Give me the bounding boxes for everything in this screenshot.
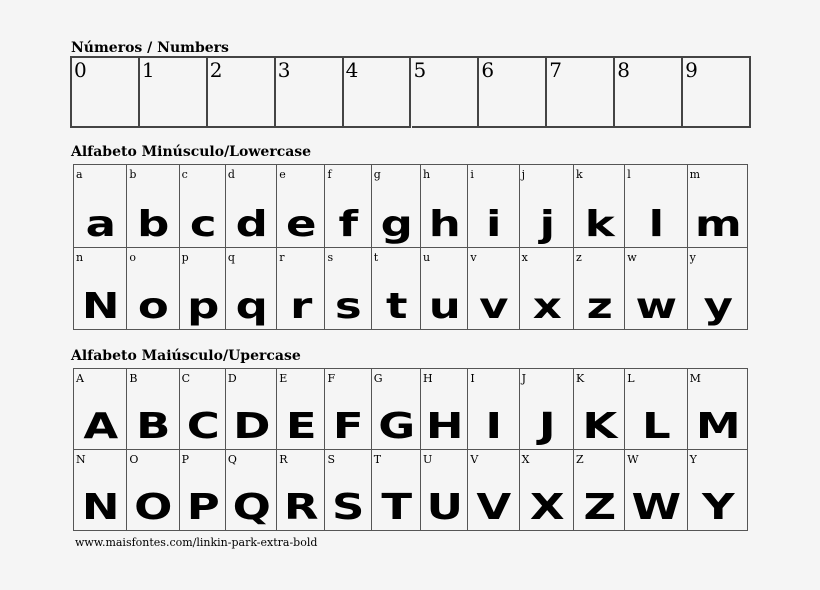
- letter-label: r: [279, 250, 285, 264]
- letter-cell: [226, 248, 277, 331]
- letter-label: H: [423, 372, 433, 385]
- letter-cell: [625, 248, 687, 331]
- letter-glyph: W: [631, 487, 681, 528]
- letter-label: W: [627, 453, 639, 466]
- letter-cell: [127, 248, 179, 331]
- lowercase-title: Alfabeto Minúsculo/Lowercase: [71, 144, 312, 160]
- letter-glyph: Y: [701, 487, 733, 528]
- letter-label: w: [627, 250, 637, 264]
- letter-glyph: k: [584, 203, 614, 245]
- letter-label: T: [373, 453, 382, 466]
- letter-glyph: c: [189, 203, 215, 245]
- letter-glyph: i: [486, 203, 501, 245]
- letter-cell: [226, 165, 277, 248]
- letter-glyph: e: [286, 203, 316, 245]
- letter-cell: [180, 248, 226, 331]
- letter-label: a: [76, 168, 83, 181]
- letter-label: f: [327, 168, 332, 181]
- letter-label: x: [521, 250, 528, 264]
- digit-cell: [683, 58, 751, 128]
- letter-label: K: [575, 372, 585, 385]
- letter-label: p: [181, 250, 189, 264]
- letter-cell: [277, 450, 325, 531]
- digit-cell: [615, 58, 683, 128]
- letter-cell: [421, 369, 468, 450]
- letter-glyph: U: [426, 487, 462, 528]
- letter-glyph: v: [479, 286, 508, 327]
- letter-label: D: [227, 372, 237, 385]
- letter-glyph: F: [333, 406, 363, 447]
- letter-label: I: [470, 372, 475, 385]
- letter-label: s: [327, 250, 334, 264]
- letter-glyph: o: [138, 286, 168, 327]
- letter-label: t: [373, 250, 379, 264]
- letter-cell: [372, 369, 421, 450]
- numbers-title: Números / Numbers: [71, 40, 229, 56]
- letter-glyph: J: [538, 406, 555, 447]
- letter-label: M: [689, 372, 701, 385]
- letter-label: Y: [689, 453, 697, 466]
- letter-glyph: C: [186, 406, 219, 447]
- letter-glyph: p: [186, 286, 218, 327]
- letter-cell: [180, 165, 226, 248]
- letter-glyph: x: [532, 286, 561, 327]
- letter-label: Z: [575, 453, 584, 466]
- letter-glyph: O: [134, 487, 172, 528]
- letter-glyph: w: [635, 286, 677, 327]
- letter-label: u: [423, 250, 431, 264]
- letter-glyph: l: [648, 203, 664, 245]
- letter-label: J: [521, 372, 527, 385]
- digit-cell: [479, 58, 547, 128]
- letter-glyph: q: [235, 286, 267, 327]
- letter-glyph: N: [81, 286, 119, 327]
- letter-glyph: L: [642, 406, 670, 447]
- letter-glyph: Q: [232, 487, 270, 528]
- letter-label: G: [373, 372, 383, 385]
- digit-label: 7: [549, 58, 563, 82]
- letter-cell: [520, 165, 574, 248]
- digit-label: 3: [277, 58, 291, 82]
- letter-cell: [372, 165, 421, 248]
- digit-cell: [140, 58, 208, 128]
- letter-label: c: [181, 168, 188, 181]
- letter-cell: [372, 450, 421, 531]
- letter-label: g: [373, 168, 381, 181]
- letter-glyph: g: [380, 203, 412, 245]
- digit-cell: [208, 58, 276, 128]
- letter-glyph: m: [694, 203, 741, 245]
- letter-cell: [574, 165, 625, 248]
- letter-cell: [421, 248, 468, 331]
- letter-label: h: [423, 168, 431, 181]
- letter-label: O: [129, 453, 139, 466]
- letter-label: n: [76, 250, 84, 264]
- letter-cell: [74, 248, 127, 331]
- letter-glyph: u: [428, 286, 460, 327]
- letter-label: m: [689, 168, 701, 181]
- letter-label: l: [627, 168, 631, 181]
- digit-label: 0: [74, 58, 87, 82]
- numbers-grid: [70, 56, 751, 128]
- letter-glyph: z: [586, 286, 612, 327]
- letter-glyph: K: [582, 406, 616, 447]
- letter-glyph: b: [137, 203, 169, 245]
- digit-label: 4: [345, 58, 359, 82]
- letter-cell: [421, 450, 468, 531]
- letter-label: N: [76, 453, 86, 466]
- digit-cell: [276, 58, 344, 128]
- letter-label: v: [470, 250, 477, 264]
- letter-cell: [625, 165, 687, 248]
- digit-label: 6: [481, 58, 495, 82]
- letter-cell: [520, 369, 574, 450]
- letter-cell: [277, 369, 325, 450]
- letter-cell: [574, 450, 625, 531]
- letter-cell: [421, 165, 468, 248]
- letter-label: k: [575, 168, 583, 181]
- letter-cell: [625, 369, 687, 450]
- letter-label: z: [575, 250, 582, 264]
- letter-label: X: [521, 453, 530, 466]
- letter-label: y: [689, 250, 696, 264]
- letter-glyph: s: [335, 286, 361, 327]
- letter-label: P: [181, 453, 190, 466]
- letter-label: d: [227, 168, 235, 181]
- letter-label: i: [470, 168, 474, 181]
- letter-glyph: V: [476, 487, 511, 528]
- letter-glyph: D: [232, 406, 270, 447]
- lowercase-grid: [73, 164, 748, 330]
- letter-glyph: H: [425, 406, 463, 447]
- letter-label: S: [327, 453, 336, 466]
- digit-label: 8: [617, 58, 630, 82]
- letter-label: R: [279, 453, 288, 466]
- letter-glyph: j: [539, 203, 554, 245]
- letter-label: j: [521, 168, 526, 181]
- letter-label: Q: [227, 453, 237, 466]
- letter-cell: [520, 248, 574, 331]
- letter-cell: [688, 165, 748, 248]
- letter-label: F: [327, 372, 336, 385]
- letter-glyph: r: [290, 286, 312, 327]
- letter-cell: [180, 369, 226, 450]
- letter-glyph: f: [338, 203, 358, 245]
- digit-label: 1: [141, 58, 155, 82]
- letter-label: b: [129, 168, 137, 181]
- letter-glyph: N: [81, 487, 119, 528]
- letter-glyph: B: [136, 406, 170, 447]
- letter-glyph: y: [703, 286, 732, 327]
- letter-glyph: d: [235, 203, 267, 245]
- letter-cell: [325, 165, 371, 248]
- letter-cell: [688, 450, 748, 531]
- letter-cell: [325, 248, 371, 331]
- letter-glyph: E: [286, 406, 316, 447]
- letter-cell: [468, 165, 519, 248]
- letter-label: C: [181, 372, 191, 385]
- letter-label: A: [76, 372, 84, 385]
- letter-cell: [226, 369, 277, 450]
- letter-glyph: T: [381, 487, 411, 528]
- letter-cell: [468, 369, 519, 450]
- letter-cell: [74, 450, 127, 531]
- digit-cell: [547, 58, 615, 128]
- letter-label: E: [279, 372, 288, 385]
- letter-cell: [127, 165, 179, 248]
- letter-glyph: h: [428, 203, 460, 245]
- letter-cell: [226, 450, 277, 531]
- letter-glyph: R: [284, 487, 318, 528]
- letter-cell: [180, 450, 226, 531]
- letter-label: e: [279, 168, 286, 181]
- letter-cell: [325, 369, 371, 450]
- letter-glyph: Z: [583, 487, 615, 528]
- letter-glyph: S: [332, 487, 364, 528]
- uppercase-grid: [73, 368, 748, 531]
- letter-cell: [127, 450, 179, 531]
- letter-glyph: t: [385, 286, 407, 327]
- letter-glyph: G: [378, 406, 414, 447]
- digit-cell: [344, 58, 412, 128]
- letter-glyph: P: [186, 487, 219, 528]
- letter-cell: [74, 165, 127, 248]
- letter-label: V: [470, 453, 479, 466]
- letter-cell: [468, 450, 519, 531]
- letter-cell: [372, 248, 421, 331]
- letter-cell: [127, 369, 179, 450]
- digit-label: 2: [209, 58, 223, 82]
- letter-cell: [520, 450, 574, 531]
- source-url: www.maisfontes.com/linkin-park-extra-bold: [75, 536, 318, 549]
- letter-glyph: a: [85, 203, 115, 245]
- letter-cell: [277, 248, 325, 331]
- letter-cell: [325, 450, 371, 531]
- digit-label: 9: [685, 58, 698, 82]
- letter-glyph: M: [695, 406, 740, 447]
- digit-cell: [412, 58, 480, 128]
- letter-label: o: [129, 250, 136, 264]
- letter-glyph: A: [83, 406, 117, 447]
- letter-cell: [74, 369, 127, 450]
- letter-glyph: I: [485, 406, 502, 447]
- letter-cell: [277, 165, 325, 248]
- digit-cell: [72, 58, 140, 128]
- letter-cell: [574, 248, 625, 331]
- digit-label: 5: [413, 58, 427, 82]
- letter-label: B: [129, 372, 138, 385]
- letter-cell: [688, 248, 748, 331]
- letter-label: L: [627, 372, 635, 385]
- letter-cell: [468, 248, 519, 331]
- letter-label: q: [227, 250, 235, 264]
- letter-glyph: X: [529, 487, 564, 528]
- uppercase-title: Alfabeto Maiúsculo/Upercase: [71, 348, 301, 364]
- letter-cell: [688, 369, 748, 450]
- letter-label: U: [423, 453, 433, 466]
- letter-cell: [574, 369, 625, 450]
- letter-cell: [625, 450, 687, 531]
